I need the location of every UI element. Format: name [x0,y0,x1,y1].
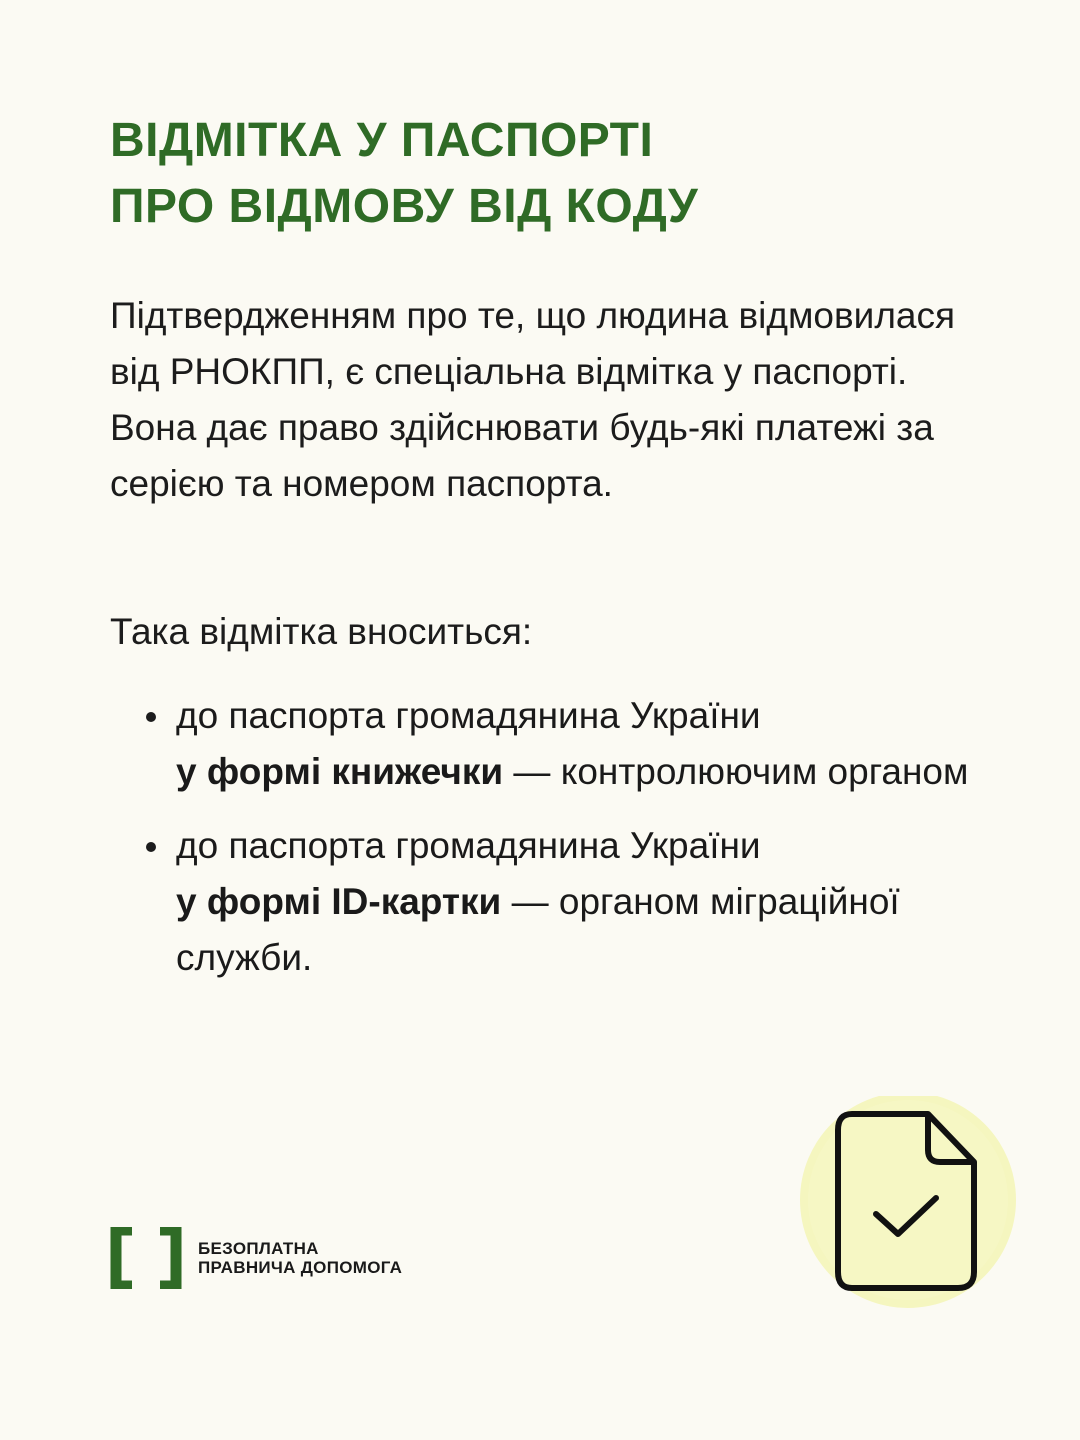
bracket-logo-icon [110,1227,182,1289]
bullet-icon [146,842,156,852]
list-item-bold: у формі ID-картки [176,881,502,922]
logo-text [198,1239,402,1277]
intro-text: Така відмітка вноситься: [110,611,533,652]
list-item-line: до паспорта громадянина України [176,825,761,866]
bullet-icon [146,712,156,722]
list-item-rest: — органом міграційної служби. [176,881,900,978]
page-title [110,108,990,240]
main-paragraph: Підтвердженням про те, що людина відмовилася від РНОКПП, є спеціальна відмітка у паспорті. Вона дає право здійснювати будь-які платежі за серією та номером паспорта. [110,295,956,504]
title-line-2: ПРО ВІДМОВУ ВІД КОДУ [110,180,699,233]
list-item-bold: у формі книжечки [176,751,504,792]
logo-line-2: ПРАВНИЧА ДОПОМОГА [198,1258,403,1277]
document-check-icon [790,1096,1030,1316]
brand-logo [110,1226,402,1290]
list-item-line: до паспорта громадянина України [176,695,761,736]
bullet-list [110,688,970,1004]
list-item [110,688,970,800]
list-item-rest: — контролюючим органом [503,751,969,792]
title-line-1: ВІДМІТКА У ПАСПОРТІ [110,114,654,167]
logo-line-1: БЕЗОПЛАТНА [198,1239,319,1258]
list-item [110,818,970,986]
